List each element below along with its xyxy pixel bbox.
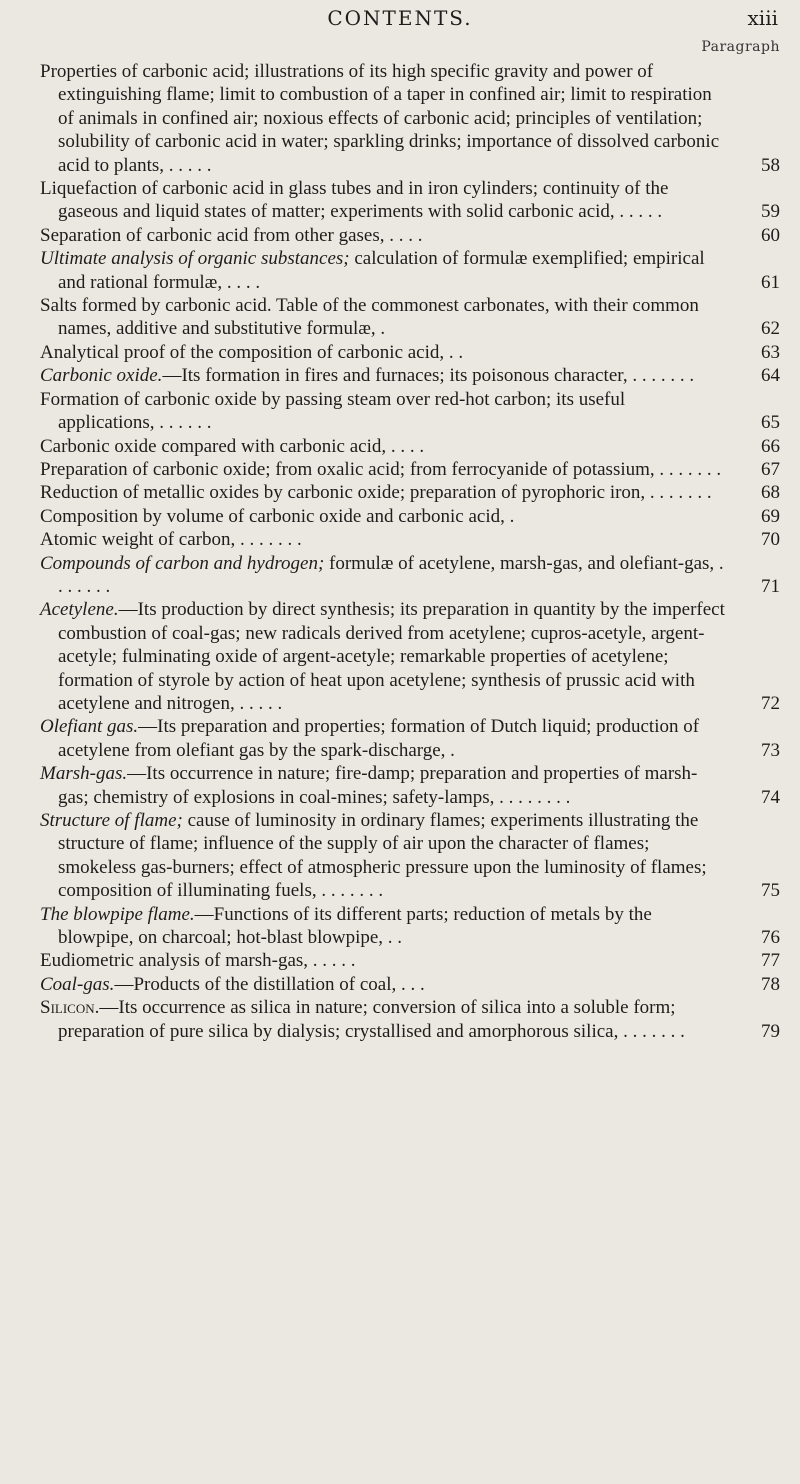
paragraph-number: 74 — [761, 786, 780, 808]
entry-text: Atomic weight of carbon, . . . . . . . — [40, 529, 302, 551]
entry-text: Analytical proof of the composition of carbonic acid, . . — [40, 341, 464, 363]
contents-entry — [40, 224, 780, 247]
contents-entry — [40, 552, 780, 599]
paragraph-number: 59 — [761, 201, 780, 223]
running-head — [0, 0, 800, 34]
entry-text: Liquefaction of carbonic acid in glass tubes and in iron cylinders; continuity of the gaseous and liquid states of matter; experiments with solid carbonic acid, . . . . . — [40, 178, 669, 223]
contents-entry — [40, 364, 780, 387]
contents-entry — [40, 388, 780, 435]
entry-heading: Acetylene. — [40, 599, 119, 621]
contents-entry — [40, 598, 780, 715]
page-number: xiii — [747, 6, 778, 30]
paragraph-number: 68 — [761, 482, 780, 504]
contents-entry — [40, 60, 780, 177]
entry-text: Salts formed by carbonic acid. Table of the commonest carbonates, with their common names, additive and substitutive formulæ, . — [40, 295, 699, 340]
paragraph-number: 73 — [761, 739, 780, 761]
paragraph-number: 78 — [761, 973, 780, 995]
contents-list — [40, 60, 780, 1043]
contents-entry — [40, 294, 780, 341]
entry-text: Separation of carbonic acid from other gases, . . . . — [40, 224, 423, 246]
contents-entry — [40, 715, 780, 762]
paragraph-number: 60 — [761, 224, 780, 246]
entry-heading: Coal-gas. — [40, 973, 115, 995]
entry-heading: Ultimate analysis of organic substances; — [40, 248, 350, 270]
paragraph-number: 75 — [761, 880, 780, 902]
contents-entry — [40, 809, 780, 903]
entry-text: cause of luminosity in ordinary flames; experiments illustrating the structure of flame; influence of the supply of air upon the character of flames; smokeless gas-burners; effect of atmospheric pressure upon the luminosity of flames; composition of illuminating fuels, . . . . . . . — [58, 810, 707, 902]
entry-text: calculation of formulæ exemplified; empirical and rational formulæ, . . . . — [58, 248, 705, 293]
entry-heading: The blowpipe flame. — [40, 903, 195, 925]
contents-entry — [40, 458, 780, 481]
entry-text: —Its preparation and properties; formation of Dutch liquid; production of acetylene from olefiant gas by the spark-discharge, . — [58, 716, 700, 761]
entry-text: —Functions of its different parts; reduction of metals by the blowpipe, on charcoal; hot-blast blowpipe, . . — [58, 903, 652, 949]
contents-entry — [40, 528, 780, 551]
paragraph-number: 64 — [761, 365, 780, 387]
contents-entry — [40, 973, 780, 996]
entry-text: Carbonic oxide compared with carbonic acid, . . . . — [40, 435, 425, 457]
entry-text: —Its occurrence in nature; fire-damp; preparation and properties of marsh-gas; chemistry of explosions in coal-mines; safety-lamps, . . . . . . . . — [58, 763, 698, 808]
contents-entry — [40, 762, 780, 809]
contents-entry — [40, 949, 780, 972]
paragraph-number: 63 — [761, 341, 780, 363]
paragraph-number: 77 — [761, 950, 780, 972]
contents-entry — [40, 177, 780, 224]
entry-text: —Products of the distillation of coal, . . . — [114, 973, 425, 995]
entry-text: formulæ of acetylene, marsh-gas, and olefiant-gas, . . . . . . . — [58, 552, 724, 597]
entry-text: —Its production by direct synthesis; its preparation in quantity by the imperfect combustion of coal-gas; new radicals derived from acetylene; cupros-acetyle, argent-acetyle; fulminating oxide of argent-acetyle; remarkable properties of acetylene; formation of styrole by action of heat upon acetylene; synthesis of prussic acid with acetylene and nitrogen, . . . . . — [58, 599, 725, 714]
entry-text: Eudiometric analysis of marsh-gas, . . . . . — [40, 950, 356, 972]
paragraph-number: 67 — [761, 458, 780, 480]
entry-heading: Carbonic oxide. — [40, 365, 163, 387]
contents-entry — [40, 435, 780, 458]
entry-text: Preparation of carbonic oxide; from oxalic acid; from ferrocyanide of potassium, . . . . . . . — [40, 458, 722, 480]
entry-text: —Its occurrence as silica in nature; conversion of silica into a soluble form; preparation of pure silica by dialysis; crystallised and amorphorous silica, . . . . . . . — [58, 997, 685, 1042]
entry-text: Formation of carbonic oxide by passing steam over red-hot carbon; its useful applications, . . . . . . — [40, 388, 626, 434]
entry-heading: Olefiant gas. — [40, 716, 139, 738]
entry-text: Composition by volume of carbonic oxide and carbonic acid, . — [40, 505, 515, 527]
paragraph-number: 66 — [761, 435, 780, 457]
paragraph-number: 58 — [761, 154, 780, 176]
paragraph-number: 79 — [761, 1020, 780, 1042]
paragraph-number: 72 — [761, 692, 780, 714]
entry-text: Properties of carbonic acid; illustrations of its high specific gravity and power of extinguishing flame; limit to combustion of a taper in confined air; limit to respiration of animals in confined air; noxious effects of carbonic acid; principles of ventilation; solubility of carbonic acid in water; sparkling drinks; importance of dissolved carbonic acid to plants, . . . . . — [40, 61, 720, 176]
entry-heading: Silicon. — [40, 997, 100, 1019]
entry-heading: Structure of flame; — [40, 810, 183, 831]
entry-text: Reduction of metallic oxides by carbonic oxide; preparation of pyrophoric iron, . . . . . . . — [40, 482, 712, 504]
paragraph-number: 70 — [761, 529, 780, 551]
entry-text: —Its formation in fires and furnaces; its poisonous character, . . . . . . . — [162, 365, 695, 387]
paragraph-number: 71 — [761, 575, 780, 597]
contents-entry — [40, 481, 780, 504]
contents-entry — [40, 505, 780, 528]
entry-heading: Compounds of carbon and hydrogen; — [40, 552, 325, 574]
contents-entry — [40, 903, 780, 950]
paragraph-number: 65 — [761, 412, 780, 434]
paragraph-number: 61 — [761, 271, 780, 293]
paragraph-number: 69 — [761, 505, 780, 527]
page-title: CONTENTS. — [327, 6, 473, 30]
paragraph-column-label: Paragraph — [701, 39, 780, 55]
entry-heading: Marsh-gas. — [40, 763, 128, 785]
contents-entry — [40, 341, 780, 364]
paragraph-number: 62 — [761, 318, 780, 340]
contents-entry — [40, 996, 780, 1043]
paragraph-number: 76 — [761, 927, 780, 949]
contents-entry — [40, 247, 780, 294]
